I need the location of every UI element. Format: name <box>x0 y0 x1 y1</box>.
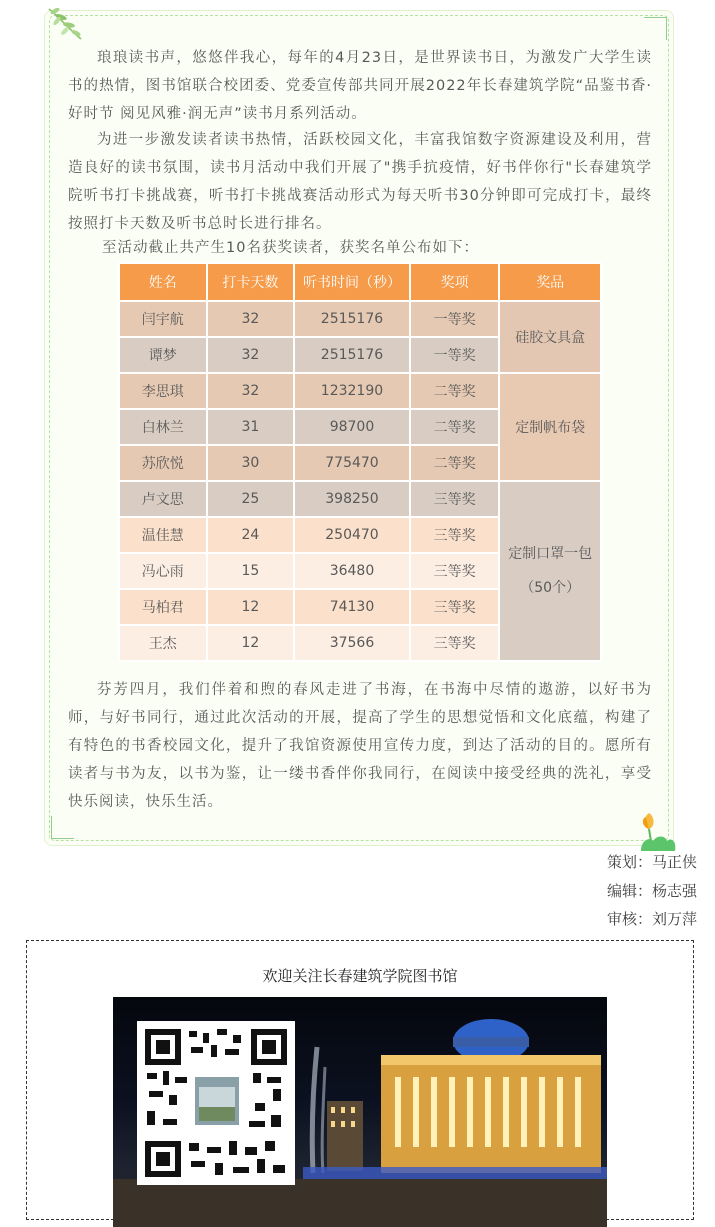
cell-level: 二等奖 <box>410 373 500 409</box>
paragraph-intro: 琅琅读书声，悠悠伴我心，每年的4月23日，是世界读书日，为激发广大学生读书的热情，图书馆联合校团委、党委宣传部共同开展2022年长春建筑学院“品鉴书香·好时节 阅见风雅·润无声”读书月系列活动。 <box>68 50 652 122</box>
library-night-photo <box>113 997 607 1227</box>
cell-name: 温佳慧 <box>119 517 207 553</box>
cell-days: 25 <box>207 481 295 517</box>
cell-level: 一等奖 <box>410 337 500 373</box>
paragraph-winners-intro: 至活动截止共产生10名获奖读者，获奖名单公布如下： <box>102 240 479 256</box>
corner-decoration <box>51 816 74 839</box>
cell-time: 250470 <box>294 517 410 553</box>
cell-level: 一等奖 <box>410 301 500 337</box>
table-row <box>119 481 601 517</box>
cell-level: 三等奖 <box>410 589 500 625</box>
qr-pattern <box>145 1029 287 1177</box>
cell-days: 32 <box>207 373 295 409</box>
cell-name: 白林兰 <box>119 409 207 445</box>
cell-prize-second: 定制帆布袋 <box>499 373 601 481</box>
cell-name: 王杰 <box>119 625 207 661</box>
cell-time: 2515176 <box>294 301 410 337</box>
cell-time: 398250 <box>294 481 410 517</box>
cell-prize-third <box>499 481 601 661</box>
cell-time: 775470 <box>294 445 410 481</box>
follow-title: 欢迎关注长春建筑学院图书馆 <box>262 967 458 985</box>
cell-days: 30 <box>207 445 295 481</box>
table-row <box>119 373 601 409</box>
qr-code <box>137 1021 295 1185</box>
cell-days: 24 <box>207 517 295 553</box>
cell-name: 冯心雨 <box>119 553 207 589</box>
cell-time: 74130 <box>294 589 410 625</box>
header-level: 奖项 <box>410 263 500 301</box>
cell-days: 12 <box>207 589 295 625</box>
cell-level: 三等奖 <box>410 481 500 517</box>
header-name: 姓名 <box>119 263 207 301</box>
cell-name: 闫宇航 <box>119 301 207 337</box>
cell-time: 98700 <box>294 409 410 445</box>
tulip-flower-icon <box>635 811 679 853</box>
cell-name: 卢文思 <box>119 481 207 517</box>
leaf-sprig-icon <box>45 5 89 45</box>
corner-decoration <box>644 17 667 40</box>
credits <box>607 848 697 934</box>
cell-level: 二等奖 <box>410 445 500 481</box>
cell-name: 李思琪 <box>119 373 207 409</box>
prize-third-line2: （50个） <box>520 580 581 596</box>
header-time: 听书时间（秒） <box>294 263 410 301</box>
paragraph-conclusion: 芬芳四月，我们伴着和煦的春风走进了书海，在书海中尽情的遨游，以好书为师，与好书同行，通过此次活动的开展，提高了学生的思想觉悟和文化底蕴，构建了有特色的书香校园文化，提升了我馆资源使用宣传力度，到达了活动的目的。愿所有读者与书为友，以书为鉴，让一缕书香伴你我同行，在阅读中接受经典的洗礼，享受快乐阅读，快乐生活。 <box>68 682 652 810</box>
cell-days: 31 <box>207 409 295 445</box>
cell-level: 三等奖 <box>410 553 500 589</box>
cell-time: 2515176 <box>294 337 410 373</box>
credit-reviewer: 审核：刘万萍 <box>606 910 697 928</box>
credit-editor: 编辑：杨志强 <box>606 881 697 900</box>
cell-days: 32 <box>207 301 295 337</box>
awards-table <box>118 262 602 662</box>
header-days: 打卡天数 <box>207 263 295 301</box>
paragraph-activity: 为进一步激发读者读书热情，活跃校园文化，丰富我馆数字资源建设及利用，营造良好的读书氛围，读书月活动中我们开展了"携手抗疫情，好书伴你行"长春建筑学院听书打卡挑战赛，听书打卡挑战赛活动形式为每天听书30分钟即可完成打卡，最终按照打卡天数及听书总时长进行排名。 <box>68 132 652 232</box>
cell-name: 马柏君 <box>119 589 207 625</box>
cell-name: 谭梦 <box>119 337 207 373</box>
cell-time: 37566 <box>294 625 410 661</box>
cell-name: 苏欣悦 <box>119 445 207 481</box>
cell-level: 二等奖 <box>410 409 500 445</box>
cell-days: 32 <box>207 337 295 373</box>
cell-level: 三等奖 <box>410 517 500 553</box>
cell-prize-first: 硅胶文具盒 <box>499 301 601 373</box>
prize-third-line1: 定制口罩一包 <box>508 546 593 562</box>
header-prize: 奖品 <box>499 263 601 301</box>
cell-level: 三等奖 <box>410 625 500 661</box>
cell-days: 12 <box>207 625 295 661</box>
cell-days: 15 <box>207 553 295 589</box>
credit-planner: 策划：马正侠 <box>606 853 697 871</box>
follow-box <box>26 940 694 1220</box>
cell-time: 36480 <box>294 553 410 589</box>
cell-time: 1232190 <box>294 373 410 409</box>
table-row <box>119 301 601 337</box>
table-header-row <box>119 263 601 301</box>
